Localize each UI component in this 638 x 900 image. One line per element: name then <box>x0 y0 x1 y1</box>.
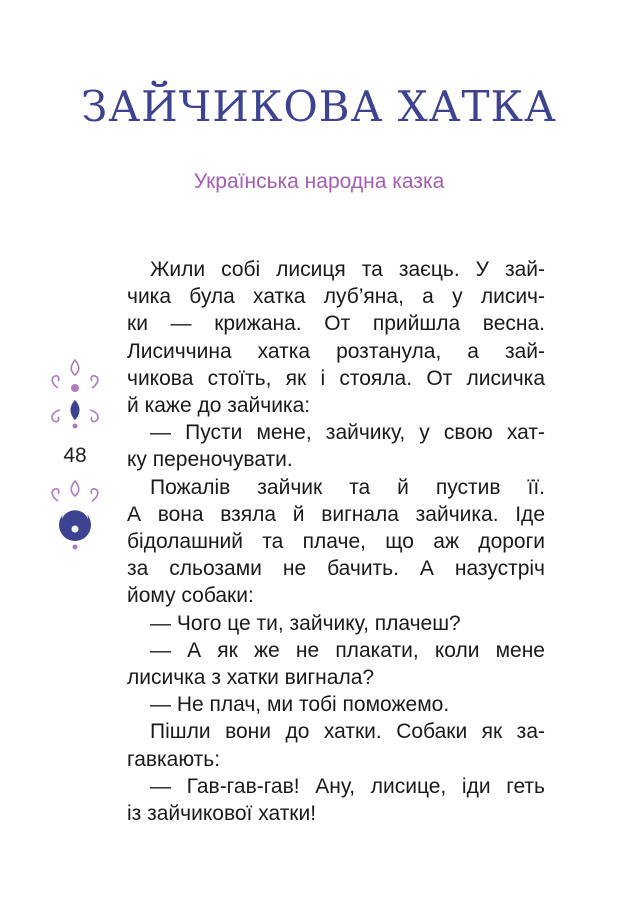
text-line: — Пусти мене, зайчику, у свою хат- <box>150 421 545 445</box>
text-line: за сльозами не бачить. А назустріч <box>127 557 545 581</box>
text-line: йому собаки: <box>127 584 254 608</box>
text-line: Лисиччина хатка розтанула, а зай- <box>127 339 545 363</box>
text-line: чикова стоїть, як і стояла. От лисичка <box>127 366 545 390</box>
text-line: Жили собі лисиця та заєць. У зай- <box>150 258 545 281</box>
text-line: із зайчикової хатки! <box>127 802 317 826</box>
text-line: ки — крижана. От прийшла весна. <box>127 312 545 336</box>
text-line: лисичка з хатки вигнала? <box>127 666 375 690</box>
page-title: ЗАЙЧИКОВА ХАТКА <box>81 82 557 131</box>
folk-ornament-icon <box>46 358 104 432</box>
page-number: 48 <box>63 444 87 467</box>
text-line: — Гав-гав-гав! Ану, лисице, іди геть <box>150 774 545 798</box>
page-subtitle: Українська народна казка <box>193 170 445 193</box>
text-line: гавкають: <box>127 747 221 771</box>
text-line: Пішли вони до хатки. Собаки як за- <box>150 720 545 744</box>
text-line: ку переночувати. <box>127 448 293 472</box>
folk-ornament-icon <box>46 479 104 553</box>
text-line: — А як же не плакати, коли мене <box>150 638 545 662</box>
text-line: чика була хатка луб’яна, а у лисич- <box>127 285 545 309</box>
text-line: — Не плач, ми тобі поможемо. <box>150 693 450 717</box>
text-line: й каже до зайчика: <box>127 394 311 418</box>
text-line: А вона взяла й вигнала зайчика. Іде <box>127 502 545 526</box>
text-line: Пожалів зайчик та й пустив її. <box>150 475 545 499</box>
story-text <box>127 256 545 827</box>
text-line: бідолашний та плаче, що аж дороги <box>127 530 545 554</box>
text-line: — Чого це ти, зайчику, плачеш? <box>150 611 461 635</box>
